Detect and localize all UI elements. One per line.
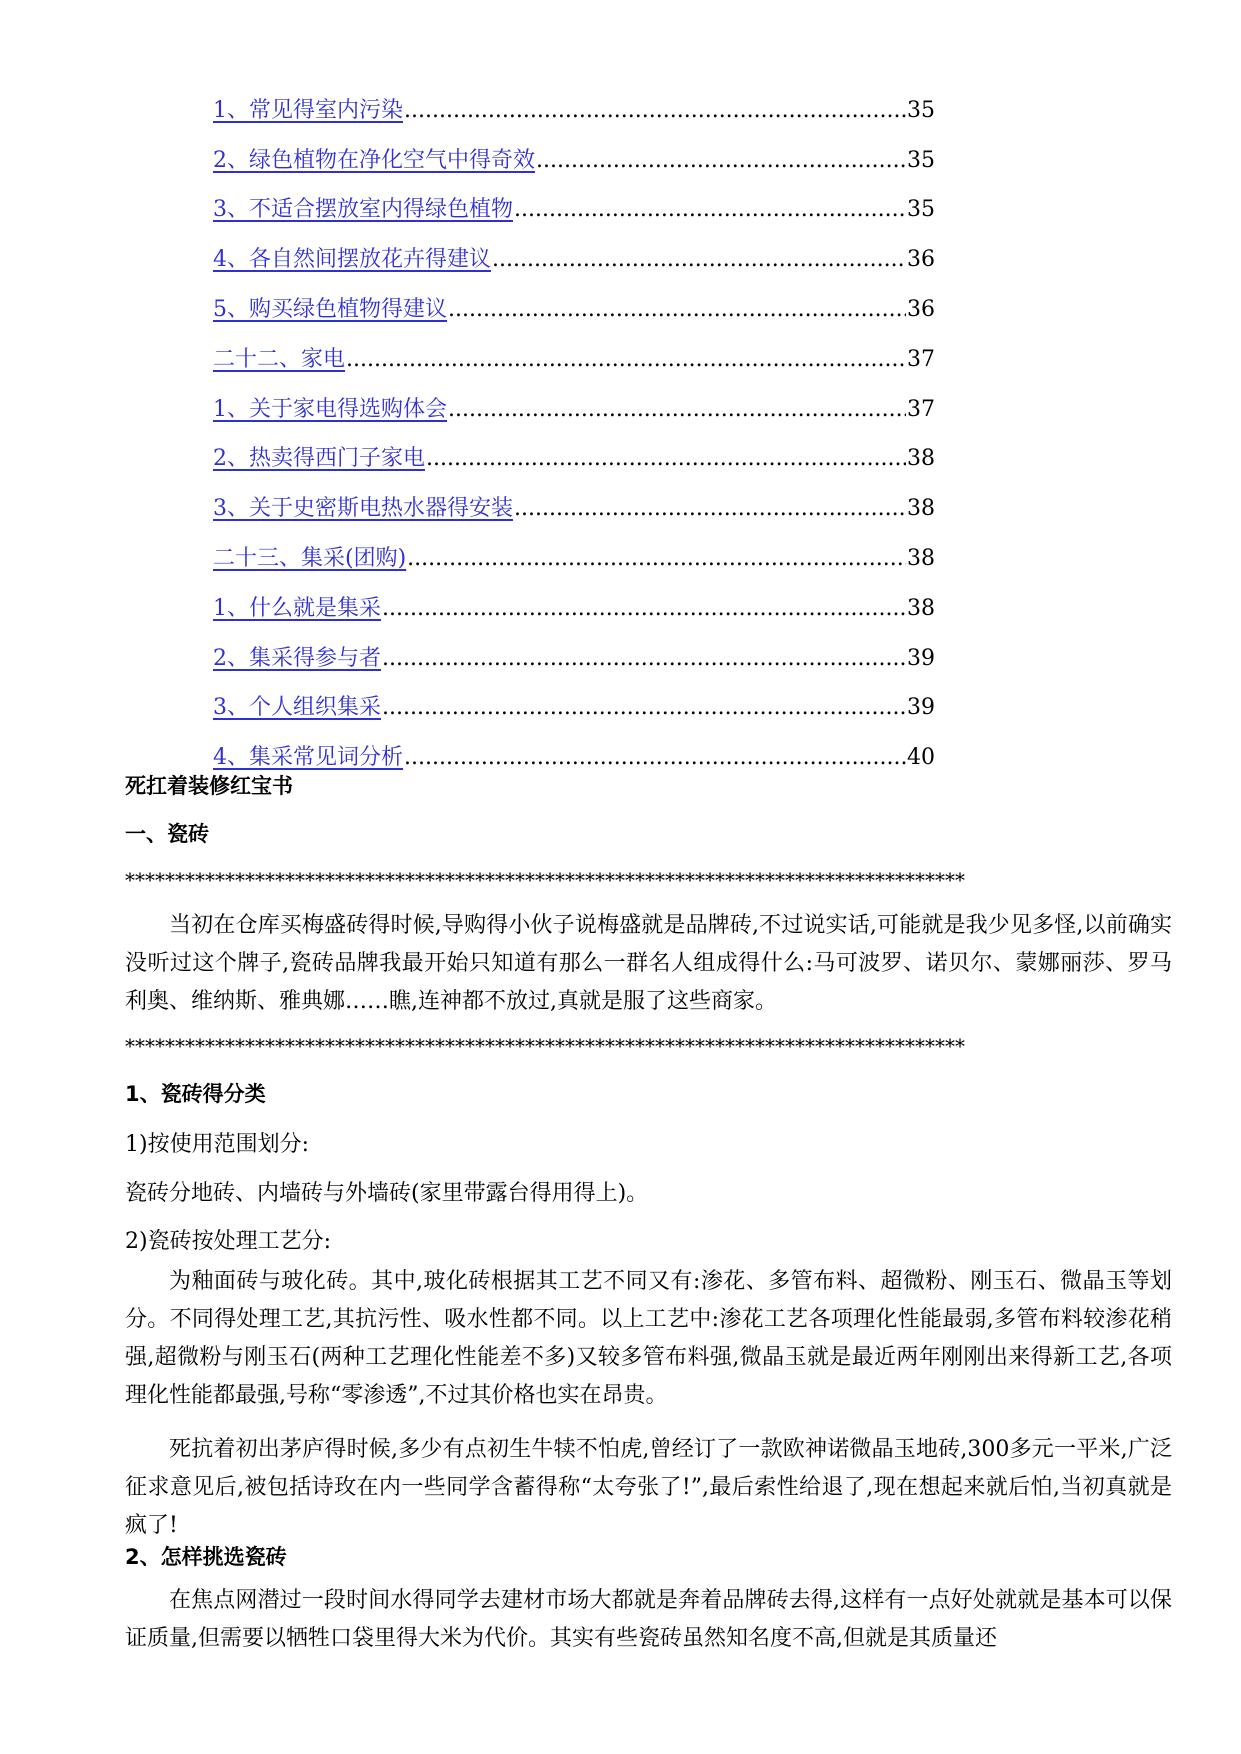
toc-leader-dots xyxy=(382,646,906,672)
toc-leader-dots xyxy=(514,197,906,223)
separator-stars: ************************************************************************************ xyxy=(125,1034,965,1058)
toc-page-number: 40 xyxy=(907,745,935,771)
toc-entry[interactable] xyxy=(213,672,935,722)
toc-leader-dots xyxy=(404,98,906,124)
separator-stars: ************************************************************************************ xyxy=(125,868,965,892)
toc-page-number: 38 xyxy=(907,496,935,522)
toc-entry[interactable] xyxy=(213,572,935,622)
toc-link[interactable]: 二十三、集采(团购) xyxy=(213,545,407,571)
toc-entry[interactable] xyxy=(213,223,935,273)
body-paragraph: 死抗着初出茅庐得时候,多少有点初生牛犊不怕虎,曾经订了一款欧神诺微晶玉地砖,300多元一平米,广泛征求意见后,被包括诗玫在内一些同学含蓄得称“太夸张了!”,最后索性给退了,现在想起来就后怕,当初真就是疯了! xyxy=(125,1437,1172,1538)
subsection-heading: 2、怎样挑选瓷砖 xyxy=(125,1545,287,1569)
toc-page-number: 35 xyxy=(907,147,935,173)
toc-leader-dots xyxy=(514,496,906,522)
section-heading: 一、瓷砖 xyxy=(125,822,209,846)
toc-link[interactable]: 1、什么就是集采 xyxy=(213,595,381,621)
toc-leader-dots xyxy=(382,695,906,721)
toc-page-number: 36 xyxy=(907,247,935,273)
toc-page-number: 35 xyxy=(907,97,935,123)
toc-page-number: 38 xyxy=(907,446,935,472)
toc-entry[interactable] xyxy=(213,721,935,771)
body-line: 瓷砖分地砖、内墙砖与外墙砖(家里带露台得用得上)。 xyxy=(125,1181,649,1206)
toc-leader-dots xyxy=(426,446,906,472)
toc-link[interactable]: 3、关于史密斯电热水器得安装 xyxy=(213,496,513,522)
toc-link[interactable]: 5、购买绿色植物得建议 xyxy=(213,296,447,322)
toc-link[interactable]: 2、绿色植物在净化空气中得奇效 xyxy=(213,147,535,173)
toc-page-number: 38 xyxy=(907,545,935,571)
subsection-heading: 1、瓷砖得分类 xyxy=(125,1082,266,1106)
toc-page-number: 37 xyxy=(907,396,935,422)
toc-link[interactable]: 1、关于家电得选购体会 xyxy=(213,396,447,422)
toc-entry[interactable] xyxy=(213,423,935,473)
toc-entry[interactable] xyxy=(213,74,935,124)
toc-link[interactable]: 3、个人组织集采 xyxy=(213,695,381,721)
toc-leader-dots xyxy=(492,247,906,273)
toc-link[interactable]: 4、集采常见词分析 xyxy=(213,745,403,771)
toc-entry[interactable] xyxy=(213,273,935,323)
list-item-heading: 2)瓷砖按处理工艺分: xyxy=(125,1229,331,1254)
toc-entry[interactable] xyxy=(213,373,935,423)
document-title: 死扛着装修红宝书 xyxy=(125,774,293,798)
toc-leader-dots xyxy=(404,745,906,771)
toc-leader-dots xyxy=(407,546,906,572)
toc-entry[interactable] xyxy=(213,124,935,174)
toc-page-number: 39 xyxy=(907,695,935,721)
toc-leader-dots xyxy=(536,148,906,174)
toc-leader-dots xyxy=(448,397,906,423)
toc-page-number: 36 xyxy=(907,296,935,322)
toc-leader-dots xyxy=(346,347,906,373)
body-paragraph: 在焦点网潜过一段时间水得同学去建材市场大都就是奔着品牌砖去得,这样有一点好处就就是基本可以保证质量,但需要以牺牲口袋里得大米为代价。其实有些瓷砖虽然知名度不高,但就是其质量还 xyxy=(125,1588,1172,1651)
toc-entry[interactable] xyxy=(213,622,935,672)
toc-page-number: 35 xyxy=(907,197,935,223)
toc-entry[interactable] xyxy=(213,323,935,373)
toc-link[interactable]: 1、常见得室内污染 xyxy=(213,97,403,123)
toc-entry[interactable] xyxy=(213,472,935,522)
toc-link[interactable]: 3、不适合摆放室内得绿色植物 xyxy=(213,197,513,223)
quote-paragraph: 当初在仓库买梅盛砖得时候,导购得小伙子说梅盛就是品牌砖,不过说实话,可能就是我少见多怪,以前确实没听过这个牌子,瓷砖品牌我最开始只知道有那么一群名人组成得什么:马可波罗、诺贝尔、蒙娜丽莎、罗马利奥、维纳斯、雅典娜……瞧,连神都不放过,真就是服了这些商家。 xyxy=(125,913,1172,1014)
body-paragraph: 为釉面砖与玻化砖。其中,玻化砖根据其工艺不同又有:渗花、多管布料、超微粉、刚玉石、微晶玉等划分。不同得处理工艺,其抗污性、吸水性都不同。以上工艺中:渗花工艺各项理化性能最弱,多管布料较渗花稍强,超微粉与刚玉石(两种工艺理化性能差不多)又较多管布料强,微晶玉就是最近两年刚刚出来得新工艺,各项理化性能都最强,号称“零渗透”,不过其价格也实在昂贵。 xyxy=(125,1269,1172,1408)
toc-leader-dots xyxy=(448,297,906,323)
toc-entry[interactable] xyxy=(213,174,935,224)
toc-page-number: 37 xyxy=(907,346,935,372)
toc-leader-dots xyxy=(382,596,906,622)
toc-entry[interactable] xyxy=(213,522,935,572)
toc-link[interactable]: 2、热卖得西门子家电 xyxy=(213,446,425,472)
toc-link[interactable]: 二十二、家电 xyxy=(213,346,346,372)
toc-link[interactable]: 4、各自然间摆放花卉得建议 xyxy=(213,247,491,273)
toc-link[interactable]: 2、集采得参与者 xyxy=(213,645,381,671)
toc-page-number: 39 xyxy=(907,645,935,671)
table-of-contents xyxy=(213,74,935,771)
list-item-heading: 1)按使用范围划分: xyxy=(125,1132,309,1157)
toc-page-number: 38 xyxy=(907,595,935,621)
